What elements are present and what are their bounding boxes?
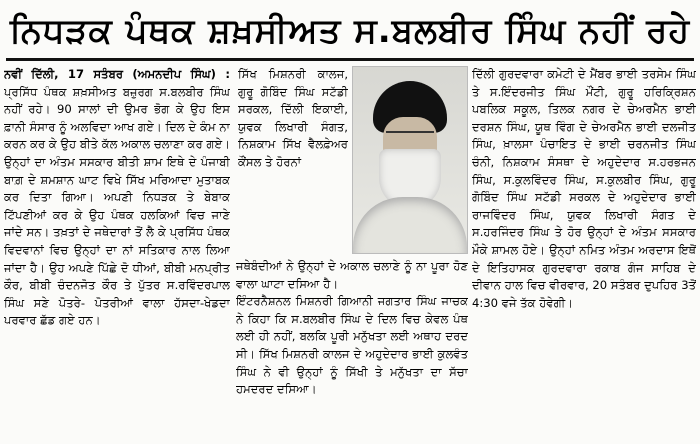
article-column-3 bbox=[236, 258, 468, 438]
headline: ਨਿਧੜਕ ਪੰਥਕ ਸ਼ਖ਼ਸੀਅਤ ਸ.ਬਲਬੀਰ ਸਿੰਘ ਨਹੀਂ ਰਹੇ bbox=[6, 4, 694, 61]
column-1-text: ਪ੍ਰਸਿੱਧ ਪੰਥਕ ਸ਼ਖ਼ਸੀਅਤ ਬਜ਼ੁਰਗ ਸ.ਬਲਬੀਰ ਸਿੰਘ ਨਹੀਂ ਰਹੇ। 90 ਸਾਲਾਂ ਦੀ ਉਮਰ ਭੋਗ ਕੇ ਉਹ ਇਸ ਫ਼ਾਨੀ ਸੰਸਾਰ ਨੂੰ ਅਲਵਿਦਾ ਆਖ ਗਏ। ਦਿਲ ਦੇ ਕੰਮ ਨਾ ਕਰਨ ਕਰ ਕੇ ਉਹ ਬੀਤੇ ਕੱਲ ਅਕਾਲ ਚਲਾਣਾ ਕਰ ਗਏ। ਉਨ੍ਹਾਂ ਦਾ ਅੰਤਮ ਸਸਕਾਰ ਬੀਤੀ ਸ਼ਾਮ ਇਥੇ ਦੇ ਪੰਜਾਬੀ ਬਾਗ਼ ਦੇ ਸ਼ਮਸ਼ਾਨ ਘਾਟ ਵਿਖੇ ਸਿੱਖ ਮਰਿਆਦਾ ਮੁਤਾਬਕ ਕਰ ਦਿਤਾ ਗਿਆ। ਅਪਣੀ ਨਿਧੜਕ ਤੇ ਬੇਬਾਕ ਟਿੱਪਣੀਆਂ ਕਰ ਕੇ ਉਹ ਪੰਥਕ ਹਲਕਿਆਂ ਵਿਚ ਜਾਣੇ ਜਾਂਦੇ ਸਨ। ਤਖ਼ਤਾਂ ਦੇ ਜਥੇਦਾਰਾਂ ਤੋਂ ਲੈ ਕੇ ਪ੍ਰਸਿੱਧ ਪੰਥਕ ਵਿਦਵਾਨਾਂ ਵਿਚ ਉਨ੍ਹਾਂ ਦਾ ਨਾਂ ਸਤਿਕਾਰ ਨਾਲ ਲਿਆ ਜਾਂਦਾ ਹੈ। ਉਹ ਅਪਣੇ ਪਿੱਛੇ ਦੋ ਧੀਆਂ, ਬੀਬੀ ਮਨਪ੍ਰੀਤ ਕੌਰ, ਬੀਬੀ ਚੰਦਨਜੋਤ ਕੌਰ ਤੇ ਪੁੱਤਰ ਸ.ਰਵਿੰਦਰਪਾਲ ਸਿੰਘ ਸਣੇ ਪੋਤਰੇ- ਪੋਤਰੀਆਂ ਵਾਲਾ ਹੱਸਦਾ-ਖੇਡਦਾ ਪਰਵਾਰ ਛੱਡ ਗਏ ਹਨ। bbox=[4, 84, 230, 328]
photo-shirt bbox=[353, 197, 467, 254]
column-1-paragraph bbox=[4, 66, 230, 330]
dateline: ਨਵੀਂ ਦਿੱਲੀ, 17 ਸਤੰਬਰ (ਅਮਨਦੀਪ ਸਿੰਘ) : bbox=[4, 67, 230, 81]
article-column-2 bbox=[238, 66, 348, 242]
column-2-text: ਸਿੱਖ ਮਿਸ਼ਨਰੀ ਕਾਲਜ, ਗੁਰੂ ਗੋਬਿੰਦ ਸਿੰਘ ਸਟੱਡੀ ਸਰਕਲ, ਦਿੱਲੀ ਇਕਾਈ, ਯੁਵਕ ਲਿਖਾਰੀ ਸੰਗਤ, ਨਿਸ਼ਕਾਮ ਸਿੱਖ ਵੈਲਫ਼ੇਅਰ ਕੌਂਸਲ ਤੇ ਹੋਰਨਾਂ bbox=[238, 67, 348, 169]
article-column-1 bbox=[4, 66, 230, 438]
column-3-text: ਇੰਟਰਨੈਸ਼ਨਲ ਮਿਸ਼ਨਰੀ ਗਿਆਨੀ ਜਗਤਾਰ ਸਿੰਘ ਜਾਚਕ ਨੇ ਕਿਹਾ ਕਿ ਸ.ਬਲਬੀਰ ਸਿੰਘ ਦੇ ਦਿਲ ਵਿਚ ਕੇਵਲ ਪੰਥ ਲਈ ਹੀ ਨਹੀਂ, ਬਲਕਿ ਪੂਰੀ ਮਨੁੱਖਤਾ ਲਈ ਅਥਾਹ ਦਰਦ ਸੀ। ਸਿੱਖ ਮਿਸ਼ਨਰੀ ਕਾਲਜ ਦੇ ਅਹੁਦੇਦਾਰ ਭਾਈ ਕੁਲਵੰਤ ਸਿੰਘ ਨੇ ਵੀ ਉਨ੍ਹਾਂ ਨੂੰ ਸਿੱਖੀ ਤੇ ਮਨੁੱਖਤਾ ਦਾ ਸੱਚਾ ਹਮਦਰਦ ਦਸਿਆ। bbox=[236, 294, 468, 397]
column-2-tail-text: ਜਥੇਬੰਦੀਆਂ ਨੇ ਉਨ੍ਹਾਂ ਦੇ ਅਕਾਲ ਚਲਾਣੇ ਨੂੰ ਨਾ ਪੂਰਾ ਹੋਣ ਵਾਲਾ ਘਾਟਾ ਦਸਿਆ ਹੈ। bbox=[236, 259, 468, 291]
photo-glasses bbox=[386, 131, 434, 143]
column-4-text: ਦਿੱਲੀ ਗੁਰਦਵਾਰਾ ਕਮੇਟੀ ਦੇ ਮੈਂਬਰ ਭਾਈ ਤਰਸੇਮ ਸਿੰਘ ਤੇ ਸ.ਇੰਦਰਜੀਤ ਸਿੰਘ ਮੌਂਟੀ, ਗੁਰੂ ਹਰਿਕ੍ਰਿਸ਼ਨ ਪਬਲਿਕ ਸਕੂਲ, ਤਿਲਕ ਨਗਰ ਦੇ ਚੇਅਰਮੈਨ ਭਾਈ ਦਰਸ਼ਨ ਸਿੰਘ, ਯੂਥ ਵਿੰਗ ਦੇ ਚੇਅਰਮੈਨ ਭਾਈ ਦਲਜੀਤ ਸਿੰਘ, ਖ਼ਾਲਸਾ ਪੰਚਾਇਤ ਦੇ ਭਾਈ ਚਰਨਜੀਤ ਸਿੰਘ ਚੰਨੀ, ਨਿਸ਼ਕਾਮ ਸੰਸਥਾ ਦੇ ਅਹੁਦੇਦਾਰ ਸ.ਹਰਭਜਨ ਸਿੰਘ, ਸ.ਕੁਲਵਿੰਦਰ ਸਿੰਘ, ਸ.ਕੁਲਬੀਰ ਸਿੰਘ, ਗੁਰੂ ਗੋਬਿੰਦ ਸਿੰਘ ਸਟੱਡੀ ਸਰਕਲ ਦੇ ਅਹੁਦੇਦਾਰ ਭਾਈ ਰਾਜਵਿੰਦਰ ਸਿੰਘ, ਯੁਵਕ ਲਿਖਾਰੀ ਸੰਗਤ ਦੇ ਸ.ਹਰਜਿੰਦਰ ਸਿੰਘ ਤੇ ਹੋਰ ਉਨ੍ਹਾਂ ਦੇ ਅੰਤਮ ਸਸਕਾਰ ਮੌਕੇ ਸ਼ਾਮਲ ਹੋਏ। ਉਨ੍ਹਾਂ ਨਮਿਤ ਅੰਤਮ ਅਰਦਾਸ ਇਥੋਂ ਦੇ ਇਤਿਹਾਸਕ ਗੁਰਦਵਾਰਾ ਰਕਾਬ ਗੰਜ ਸਾਹਿਬ ਦੇ ਦੀਵਾਨ ਹਾਲ ਵਿਚ ਵੀਰਵਾਰ, 20 ਸਤੰਬਰ ਦੁਪਹਿਰ 3ਤੋਂ 4:30 ਵਜੇ ਤੱਕ ਹੋਵੇਗੀ। bbox=[472, 67, 696, 310]
portrait-photo bbox=[352, 66, 468, 254]
article-column-4 bbox=[472, 66, 696, 438]
